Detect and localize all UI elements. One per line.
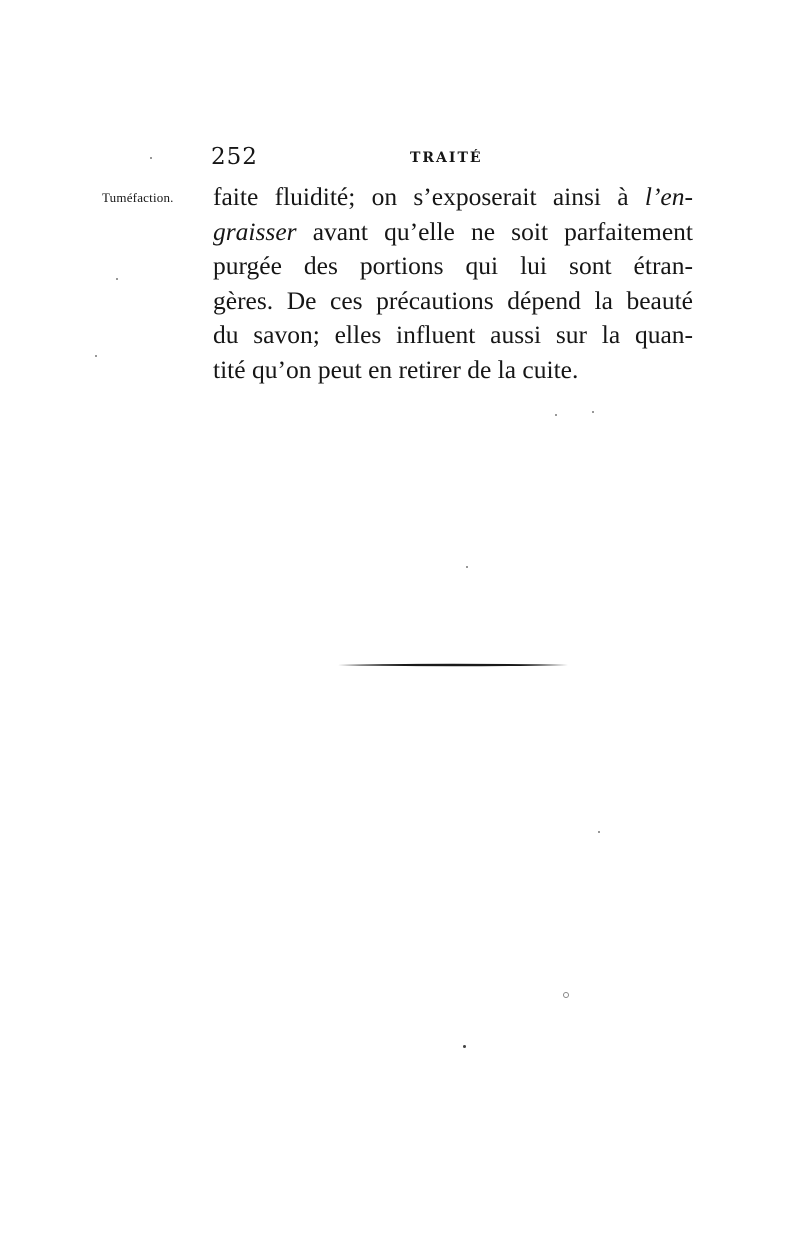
text-line: du savon; elles influent aussi sur la quan-: [213, 320, 693, 349]
text-line: purgée des portions qui lui sont étran-: [213, 251, 693, 280]
text-line: gères. De ces précautions dépend la beauté: [213, 285, 693, 315]
body-paragraph: [213, 180, 693, 387]
paper-speck: [555, 414, 557, 416]
paper-speck: [592, 411, 594, 413]
page-number: 252: [211, 144, 258, 170]
margin-note: Tuméfaction.: [102, 190, 174, 205]
text-line: tité qu’on peut en retirer de la cuite.: [213, 354, 579, 384]
paper-speck: [563, 992, 569, 998]
text-line: faite fluidité; on s’exposerait ainsi à l’en-: [213, 182, 693, 211]
paper-speck: [598, 831, 600, 833]
paper-speck: [150, 157, 152, 159]
section-divider-rule: [338, 663, 568, 667]
paper-speck: [116, 278, 118, 280]
paper-speck: [466, 566, 468, 568]
running-head: TRAITÉ: [410, 150, 483, 166]
paper-speck: [95, 355, 97, 357]
text-line: graisser avant qu’elle ne soit parfaitement: [213, 216, 693, 246]
paper-speck: [463, 1045, 466, 1048]
